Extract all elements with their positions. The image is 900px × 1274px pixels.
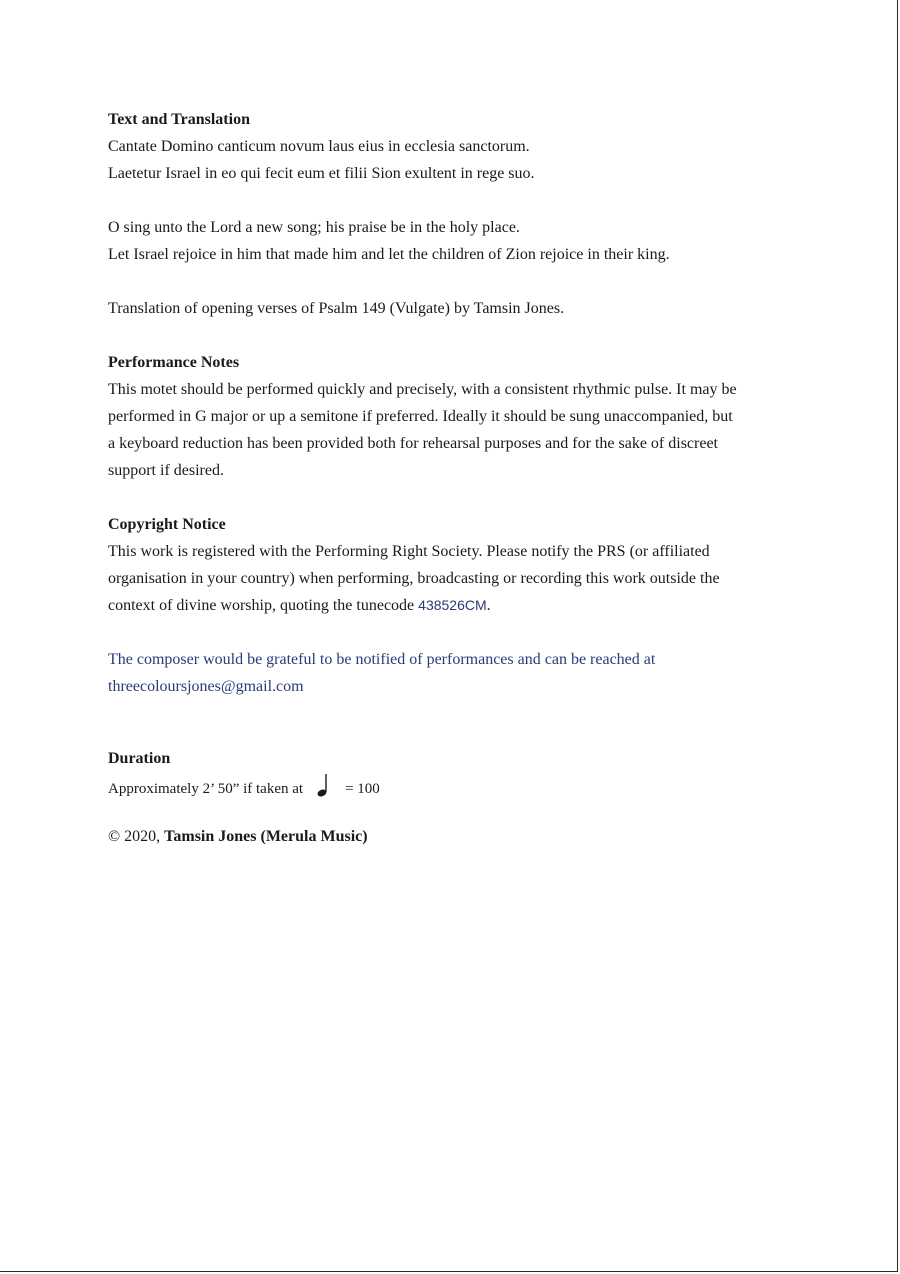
copyright-line <box>108 592 808 619</box>
text-translation-heading: Text and Translation <box>108 111 250 128</box>
performance-notes-line: a keyboard reduction has been provided both for rehearsal purposes and for the sake of discreet <box>108 435 718 452</box>
document-content <box>108 106 808 850</box>
performance-notes-line: support if desired. <box>108 462 224 479</box>
copyright-line: organisation in your country) when performing, broadcasting or recording this work outside the <box>108 570 720 587</box>
tunecode: 438526CM <box>418 597 487 613</box>
latin-line: Laetetur Israel in eo qui fecit eum et filii Sion exultent in rege suo. <box>108 165 535 182</box>
translation-credit: Translation of opening verses of Psalm 149 (Vulgate) by Tamsin Jones. <box>108 300 565 317</box>
performance-notes-text <box>108 376 808 484</box>
quarter-note-icon <box>313 771 339 799</box>
duration-text: Approximately 2’ 50” if taken at <box>108 780 304 797</box>
latin-text <box>108 133 808 187</box>
copyright-heading: Copyright Notice <box>108 516 226 533</box>
english-line: O sing unto the Lord a new song; his praise be in the holy place. <box>108 219 520 236</box>
duration-heading: Duration <box>108 750 171 767</box>
copyright-text <box>108 538 808 619</box>
duration-line <box>108 772 808 806</box>
tempo-value: = 100 <box>345 780 380 797</box>
performance-notes-line: This motet should be performed quickly and precisely, with a consistent rhythmic pulse. It may be <box>108 381 737 398</box>
english-line: Let Israel rejoice in him that made him and let the children of Zion rejoice in their king. <box>108 246 670 263</box>
contact-line: The composer would be grateful to be notified of performances and can be reached at <box>108 651 656 668</box>
performance-notes-line: performed in G major or up a semitone if preferred. Ideally it should be sung unaccompanied, but <box>108 408 733 425</box>
copyright-line-text: context of divine worship, quoting the tunecode <box>108 597 419 614</box>
composer-contact <box>108 646 808 700</box>
footer-owner: Tamsin Jones (Merula Music) <box>164 828 368 845</box>
footer-prefix: © 2020, <box>108 828 165 845</box>
performance-notes-heading: Performance Notes <box>108 354 240 371</box>
tunecode-suffix: . <box>486 597 491 614</box>
copyright-line: This work is registered with the Performing Right Society. Please notify the PRS (or affiliated <box>108 543 710 560</box>
latin-line: Cantate Domino canticum novum laus eius in ecclesia sanctorum. <box>108 138 530 155</box>
footer-copyright <box>108 823 808 850</box>
contact-email-link[interactable]: threecoloursjones@gmail.com <box>108 678 304 695</box>
english-translation <box>108 214 808 268</box>
